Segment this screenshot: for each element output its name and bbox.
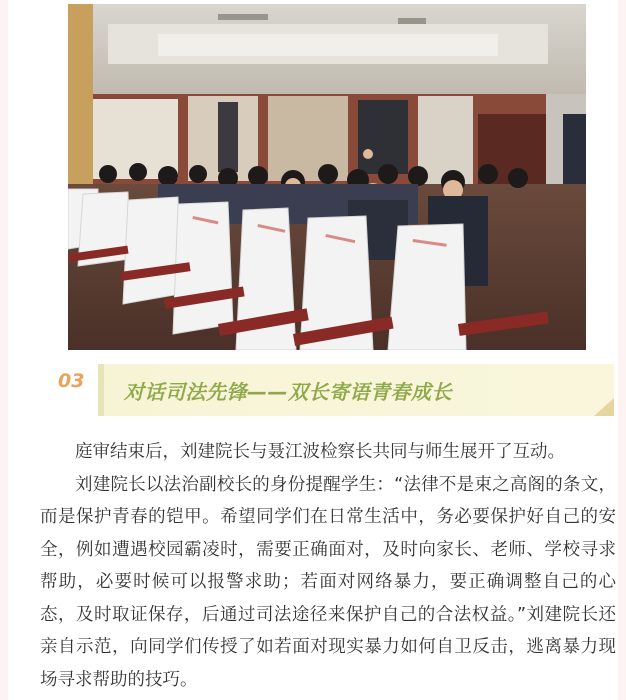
event-photo — [68, 4, 586, 350]
article-paragraph: 庭审结束后，刘建院长与聂江波检察长共同与师生展开了互动。 — [75, 442, 565, 462]
auditorium-photo-illustration — [68, 4, 586, 350]
section-number: 03 — [58, 370, 85, 392]
article-body — [40, 436, 616, 696]
section-header — [58, 364, 618, 420]
article-paragraph: 刘建院长以法治副校长的身份提醒学生：“法律不是束之高阁的条文，而是保护青春的铠甲。希望同学们在日常生活中，务必要保护好自己的安全，例如遭遇校园霸凌时，需要正确面对，及时向家长、老师、学校寻求帮助，必要时候可以报警求助；若面对网络暴力，要正确调整自己的心态，及时取证保存，后通过司法途径来保护自己的合法权益。”刘建院长还亲自示范，向同学们传授了如若面对现实暴力如何自卫反击，逃离暴力现场寻求帮助的技巧。 — [40, 474, 616, 690]
section-title-stripe — [98, 364, 104, 416]
section-title: 对话司法先锋——双长寄语青春成长 — [124, 380, 452, 404]
article-frame — [8, 0, 618, 700]
section-corner-decoration — [594, 398, 614, 416]
